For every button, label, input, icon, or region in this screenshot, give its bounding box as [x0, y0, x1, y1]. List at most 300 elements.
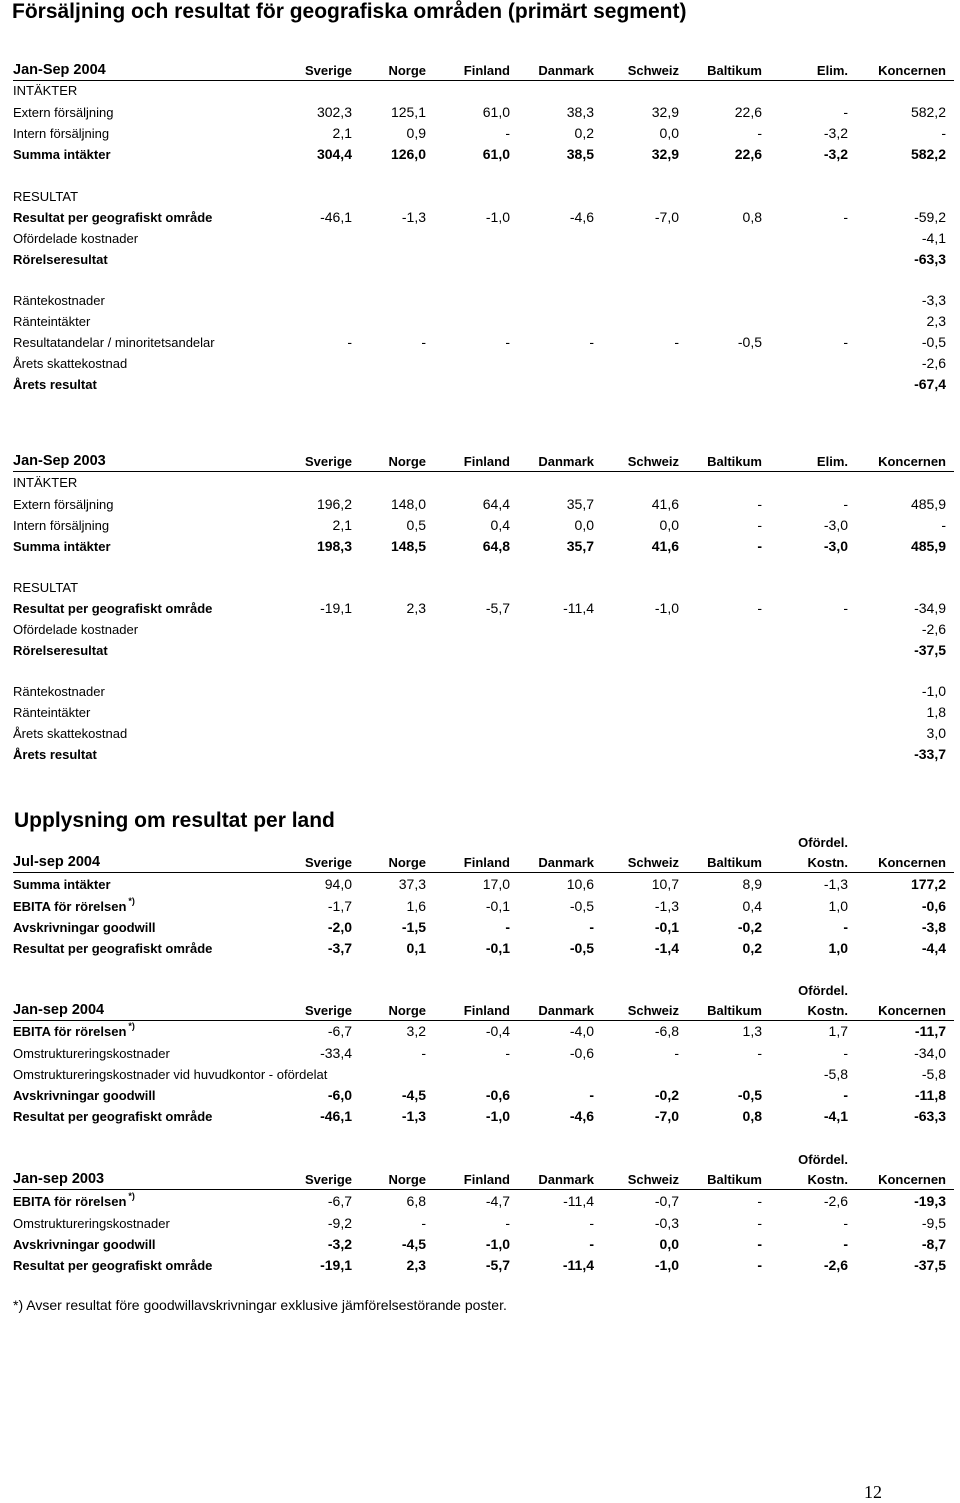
column-header: Elim. — [816, 454, 848, 469]
value-cell: - — [843, 1236, 848, 1252]
value-cell: 10,7 — [651, 876, 679, 892]
table-row — [0, 472, 960, 493]
column-header: Norge — [388, 1172, 426, 1187]
value-cell: 2,1 — [332, 125, 352, 141]
table-row — [0, 374, 960, 395]
column-header: Schweiz — [627, 1172, 679, 1187]
value-cell: - — [757, 1193, 762, 1209]
column-header: Kostn. — [807, 1172, 848, 1187]
period-label: Jan-sep 2003 — [13, 1171, 105, 1187]
value-cell: -1,0 — [654, 600, 679, 616]
column-header: Finland — [463, 1172, 510, 1187]
value-cell: 0,4 — [742, 898, 762, 914]
table-row — [0, 144, 960, 165]
value-cell: -6,0 — [327, 1087, 352, 1103]
table-row — [0, 123, 960, 144]
column-header: Danmark — [538, 855, 594, 870]
value-cell: -63,3 — [914, 251, 946, 267]
value-cell: -1,0 — [485, 1108, 510, 1124]
column-header: Sverige — [305, 63, 352, 78]
table-header-row — [0, 852, 960, 873]
value-cell: 35,7 — [566, 538, 594, 554]
table-row — [0, 207, 960, 228]
row-label: Summa intäkter — [13, 877, 111, 892]
table-row — [0, 290, 960, 311]
value-cell: - — [757, 125, 762, 141]
table-header-row — [0, 1000, 960, 1021]
row-label: Resultat per geografiskt område — [13, 601, 213, 616]
column-header: Danmark — [538, 454, 594, 469]
column-header: Kostn. — [807, 1003, 848, 1018]
row-label: RESULTAT — [13, 580, 79, 595]
value-cell: - — [757, 517, 762, 533]
column-header: Danmark — [538, 1172, 594, 1187]
column-header: Norge — [388, 63, 426, 78]
value-cell: - — [421, 1045, 426, 1061]
value-cell: -33,7 — [914, 746, 946, 762]
value-cell: -1,3 — [401, 1108, 426, 1124]
table-row — [0, 1021, 960, 1042]
table-row — [0, 702, 960, 723]
unallocated-header-top: Ofördel. — [798, 1152, 848, 1167]
row-label: Omstruktureringskostnader — [13, 1216, 170, 1231]
value-cell: -11,4 — [563, 1193, 594, 1209]
value-cell: -11,4 — [562, 1257, 594, 1273]
value-cell: - — [589, 919, 594, 935]
value-cell: 0,2 — [574, 125, 594, 141]
row-label: Avskrivningar goodwill — [13, 1088, 156, 1103]
footnote-marker: *) — [128, 896, 135, 906]
table-row — [0, 938, 960, 959]
value-cell: - — [674, 1045, 679, 1061]
value-cell: -0,5 — [921, 334, 946, 350]
value-cell: 582,2 — [910, 146, 946, 162]
table-row — [0, 1064, 960, 1085]
column-header: Kostn. — [807, 855, 848, 870]
column-header: Schweiz — [627, 454, 679, 469]
value-cell: - — [589, 1236, 594, 1252]
table-header-row — [0, 60, 960, 81]
value-cell: 3,2 — [406, 1023, 426, 1039]
table-row — [0, 896, 960, 917]
value-cell: -3,2 — [327, 1236, 352, 1252]
value-cell: -0,5 — [737, 334, 762, 350]
value-cell: -6,7 — [327, 1023, 352, 1039]
value-cell: 485,9 — [910, 496, 946, 512]
footnote: *) Avser resultat före goodwillavskrivningar exklusive jämförelsestörande poster. — [13, 1297, 507, 1313]
value-cell: - — [505, 125, 510, 141]
value-cell: 0,0 — [574, 517, 594, 533]
row-label: Årets resultat — [13, 747, 97, 762]
value-cell: 2,1 — [332, 517, 352, 533]
table-row — [0, 1085, 960, 1106]
row-label: Årets skattekostnad — [13, 356, 128, 371]
value-cell: -1,3 — [401, 209, 426, 225]
column-header: Baltikum — [707, 855, 762, 870]
value-cell: -7,0 — [654, 1108, 679, 1124]
value-cell: -67,4 — [914, 376, 946, 392]
footnote-marker: *) — [128, 1021, 135, 1031]
value-cell: - — [843, 1215, 848, 1231]
value-cell: -0,1 — [485, 898, 510, 914]
row-label: RESULTAT — [13, 189, 79, 204]
value-cell: -4,6 — [569, 1108, 594, 1124]
value-cell: -1,4 — [654, 940, 679, 956]
value-cell: - — [421, 334, 426, 350]
value-cell: -9,2 — [327, 1215, 352, 1231]
value-cell: 61,0 — [482, 104, 510, 120]
value-cell: 0,0 — [659, 517, 679, 533]
column-header: Elim. — [816, 63, 848, 78]
value-cell: -0,2 — [737, 919, 762, 935]
value-cell: 302,3 — [316, 104, 352, 120]
row-label: EBITA för rörelsen *) — [13, 896, 135, 914]
value-cell: 126,0 — [390, 146, 426, 162]
table-row — [0, 311, 960, 332]
value-cell: 8,9 — [742, 876, 762, 892]
row-label: Rörelseresultat — [13, 252, 108, 267]
value-cell: 1,0 — [828, 898, 848, 914]
value-cell: -3,2 — [823, 125, 848, 141]
value-cell: -2,6 — [921, 355, 946, 371]
column-header: Danmark — [538, 1003, 594, 1018]
value-cell: -3,3 — [921, 292, 946, 308]
table-row — [0, 640, 960, 661]
value-cell: 0,0 — [659, 1236, 679, 1252]
row-label: EBITA för rörelsen *) — [13, 1191, 135, 1209]
value-cell: 0,1 — [406, 940, 426, 956]
value-cell: -0,6 — [485, 1087, 510, 1103]
table-row — [0, 619, 960, 640]
value-cell: - — [843, 209, 848, 225]
value-cell: - — [843, 496, 848, 512]
value-cell: - — [843, 334, 848, 350]
value-cell: -1,3 — [823, 876, 848, 892]
column-header: Sverige — [305, 1172, 352, 1187]
row-label: Extern försäljning — [13, 105, 114, 120]
table-row — [0, 186, 960, 207]
value-cell: 0,8 — [742, 1108, 762, 1124]
value-cell: -3,2 — [823, 146, 848, 162]
row-label: Resultat per geografiskt område — [13, 1258, 213, 1273]
table-row — [0, 249, 960, 270]
value-cell: -0,5 — [737, 1087, 762, 1103]
value-cell: -1,0 — [485, 1236, 510, 1252]
table-header-top-row — [0, 1149, 960, 1170]
value-cell: 61,0 — [482, 146, 510, 162]
value-cell: -4,0 — [569, 1023, 594, 1039]
value-cell: 0,4 — [490, 517, 510, 533]
value-cell: 177,2 — [910, 876, 946, 892]
value-cell: -19,1 — [320, 600, 352, 616]
column-header: Baltikum — [707, 63, 762, 78]
column-header: Sverige — [305, 855, 352, 870]
table-header-top-row — [0, 832, 960, 853]
column-header: Koncernen — [878, 1172, 946, 1187]
value-cell: 22,6 — [734, 146, 762, 162]
value-cell: 1,3 — [742, 1023, 762, 1039]
value-cell: -37,5 — [914, 1257, 946, 1273]
value-cell: -4,5 — [401, 1087, 426, 1103]
column-header: Finland — [463, 454, 510, 469]
column-header: Schweiz — [627, 63, 679, 78]
value-cell: -1,5 — [401, 919, 426, 935]
column-header: Schweiz — [627, 855, 679, 870]
value-cell: -5,8 — [823, 1066, 848, 1082]
row-label: Omstruktureringskostnader — [13, 1046, 170, 1061]
value-cell: -8,7 — [921, 1236, 946, 1252]
period-label: Jan-Sep 2003 — [13, 453, 106, 469]
value-cell: - — [843, 104, 848, 120]
value-cell: - — [843, 919, 848, 935]
value-cell: 148,5 — [390, 538, 426, 554]
column-header: Koncernen — [878, 855, 946, 870]
value-cell: - — [505, 1215, 510, 1231]
header-divider — [13, 872, 954, 873]
value-cell: 94,0 — [324, 876, 352, 892]
value-cell: - — [674, 334, 679, 350]
value-cell: -34,9 — [914, 600, 946, 616]
value-cell: -0,5 — [569, 898, 594, 914]
column-header: Sverige — [305, 454, 352, 469]
value-cell: -2,6 — [823, 1257, 848, 1273]
table-row — [0, 598, 960, 619]
value-cell: - — [757, 538, 762, 554]
value-cell: -4,1 — [823, 1108, 848, 1124]
value-cell: -33,4 — [320, 1045, 352, 1061]
column-header: Baltikum — [707, 1003, 762, 1018]
value-cell: -1,0 — [654, 1257, 679, 1273]
value-cell: -5,7 — [485, 600, 510, 616]
row-label: Rörelseresultat — [13, 643, 108, 658]
value-cell: -2,0 — [327, 919, 352, 935]
value-cell: -6,8 — [654, 1023, 679, 1039]
value-cell: - — [757, 600, 762, 616]
column-header: Sverige — [305, 1003, 352, 1018]
value-cell: - — [757, 1215, 762, 1231]
value-cell: - — [347, 334, 352, 350]
value-cell: -0,6 — [921, 898, 946, 914]
table-row — [0, 874, 960, 895]
table-row — [0, 515, 960, 536]
value-cell: - — [757, 1236, 762, 1252]
value-cell: 125,1 — [390, 104, 426, 120]
period-label: Jan-Sep 2004 — [13, 62, 106, 78]
value-cell: 196,2 — [316, 496, 352, 512]
row-label: Intern försäljning — [13, 518, 110, 533]
value-cell: -9,5 — [921, 1215, 946, 1231]
value-cell: -3,8 — [921, 919, 946, 935]
value-cell: 2,3 — [406, 600, 426, 616]
column-header: Norge — [388, 1003, 426, 1018]
value-cell: - — [589, 1087, 594, 1103]
value-cell: -0,7 — [654, 1193, 679, 1209]
table-header-top-row — [0, 980, 960, 1001]
table-header-row — [0, 451, 960, 472]
table-row — [0, 1213, 960, 1234]
row-label: EBITA för rörelsen *) — [13, 1021, 135, 1039]
value-cell: 38,5 — [566, 146, 594, 162]
value-cell: -5,8 — [921, 1066, 946, 1082]
value-cell: -1,0 — [485, 209, 510, 225]
value-cell: 2,3 — [406, 1257, 426, 1273]
value-cell: -34,0 — [914, 1045, 946, 1061]
column-header: Koncernen — [878, 1003, 946, 1018]
value-cell: - — [589, 334, 594, 350]
row-label: Summa intäkter — [13, 539, 111, 554]
value-cell: -6,7 — [327, 1193, 352, 1209]
row-label: Avskrivningar goodwill — [13, 1237, 156, 1252]
value-cell: 6,8 — [406, 1193, 426, 1209]
value-cell: 198,3 — [316, 538, 352, 554]
table-row — [0, 1234, 960, 1255]
value-cell: -19,3 — [914, 1193, 946, 1209]
value-cell: 0,2 — [742, 940, 762, 956]
row-label: Extern försäljning — [13, 497, 114, 512]
page-number: 12 — [864, 1482, 882, 1502]
page-title: Försäljning och resultat för geografiska områden (primärt segment) — [12, 0, 687, 23]
row-label: Avskrivningar goodwill — [13, 920, 156, 935]
value-cell: -0,2 — [654, 1087, 679, 1103]
value-cell: 32,9 — [651, 146, 679, 162]
column-header: Koncernen — [878, 454, 946, 469]
value-cell: - — [757, 496, 762, 512]
column-header: Koncernen — [878, 63, 946, 78]
value-cell: - — [843, 1087, 848, 1103]
value-cell: -2,6 — [823, 1193, 848, 1209]
row-label: Resultatandelar / minoritetsandelar — [13, 335, 215, 350]
value-cell: 148,0 — [390, 496, 426, 512]
row-label: Ränteintäkter — [13, 314, 91, 329]
table-row — [0, 80, 960, 101]
value-cell: - — [505, 919, 510, 935]
table-row — [0, 536, 960, 557]
value-cell: 41,6 — [651, 496, 679, 512]
table-row — [0, 744, 960, 765]
value-cell: - — [421, 1215, 426, 1231]
column-header: Baltikum — [707, 454, 762, 469]
value-cell: - — [757, 1257, 762, 1273]
row-label: Summa intäkter — [13, 147, 111, 162]
value-cell: -11,4 — [563, 600, 594, 616]
value-cell: - — [505, 334, 510, 350]
value-cell: -0,5 — [569, 940, 594, 956]
table-row — [0, 102, 960, 123]
value-cell: 1,6 — [406, 898, 426, 914]
value-cell: -0,4 — [485, 1023, 510, 1039]
column-header: Finland — [463, 1003, 510, 1018]
row-label: INTÄKTER — [13, 475, 78, 490]
column-header: Finland — [463, 855, 510, 870]
row-label: Årets skattekostnad — [13, 726, 128, 741]
value-cell: -4,1 — [921, 230, 946, 246]
value-cell: - — [757, 1045, 762, 1061]
value-cell: -0,1 — [485, 940, 510, 956]
value-cell: 64,4 — [482, 496, 510, 512]
value-cell: -1,7 — [327, 898, 352, 914]
table-row — [0, 353, 960, 374]
value-cell: - — [941, 517, 946, 533]
column-header: Norge — [388, 855, 426, 870]
value-cell: 37,3 — [398, 876, 426, 892]
value-cell: 304,4 — [316, 146, 352, 162]
value-cell: 0,8 — [742, 209, 762, 225]
table-row — [0, 332, 960, 353]
value-cell: 0,0 — [659, 125, 679, 141]
value-cell: 485,9 — [910, 538, 946, 554]
table-row — [0, 1043, 960, 1064]
table-header-row — [0, 1169, 960, 1190]
table-row — [0, 917, 960, 938]
row-label: Omstruktureringskostnader vid huvudkontor - ofördelat — [13, 1067, 328, 1082]
value-cell: 32,9 — [651, 104, 679, 120]
unallocated-header-top: Ofördel. — [798, 835, 848, 850]
column-header: Finland — [463, 63, 510, 78]
table-row — [0, 723, 960, 744]
column-header: Baltikum — [707, 1172, 762, 1187]
value-cell: - — [589, 1215, 594, 1231]
table-row — [0, 228, 960, 249]
value-cell: -19,1 — [320, 1257, 352, 1273]
value-cell: -4,7 — [485, 1193, 510, 1209]
row-label: Räntekostnader — [13, 684, 105, 699]
unallocated-header-top: Ofördel. — [798, 983, 848, 998]
value-cell: 17,0 — [482, 876, 510, 892]
value-cell: 10,6 — [566, 876, 594, 892]
period-label: Jul-sep 2004 — [13, 854, 101, 870]
value-cell: -3,0 — [823, 538, 848, 554]
value-cell: -59,2 — [914, 209, 946, 225]
table-row — [0, 681, 960, 702]
value-cell: -5,7 — [485, 1257, 510, 1273]
column-header: Danmark — [538, 63, 594, 78]
value-cell: 582,2 — [910, 104, 946, 120]
table-row — [0, 1106, 960, 1127]
row-label: Ofördelade kostnader — [13, 231, 139, 246]
table-row — [0, 1255, 960, 1276]
column-header: Schweiz — [627, 1003, 679, 1018]
table-row — [0, 1191, 960, 1212]
row-label: Ofördelade kostnader — [13, 622, 139, 637]
value-cell: -7,0 — [654, 209, 679, 225]
row-label: Räntekostnader — [13, 293, 105, 308]
header-divider — [13, 1189, 954, 1190]
row-label: Ränteintäkter — [13, 705, 91, 720]
value-cell: 0,9 — [406, 125, 426, 141]
period-label: Jan-sep 2004 — [13, 1002, 105, 1018]
value-cell: -46,1 — [320, 1108, 352, 1124]
table-row — [0, 577, 960, 598]
value-cell: 1,0 — [828, 940, 848, 956]
value-cell: -1,3 — [654, 898, 679, 914]
value-cell: - — [843, 600, 848, 616]
row-label: Resultat per geografiskt område — [13, 210, 213, 225]
value-cell: -3,0 — [823, 517, 848, 533]
value-cell: 35,7 — [566, 496, 594, 512]
row-label: Årets resultat — [13, 377, 97, 392]
row-label: Intern försäljning — [13, 126, 110, 141]
value-cell: -4,5 — [401, 1236, 426, 1252]
value-cell: 41,6 — [651, 538, 679, 554]
value-cell: - — [843, 1045, 848, 1061]
value-cell: 64,8 — [482, 538, 510, 554]
value-cell: -2,6 — [921, 621, 946, 637]
row-label: Resultat per geografiskt område — [13, 1109, 213, 1124]
value-cell: -3,7 — [327, 940, 352, 956]
value-cell: -4,4 — [921, 940, 946, 956]
value-cell: -0,3 — [654, 1215, 679, 1231]
value-cell: 1,7 — [828, 1023, 848, 1039]
